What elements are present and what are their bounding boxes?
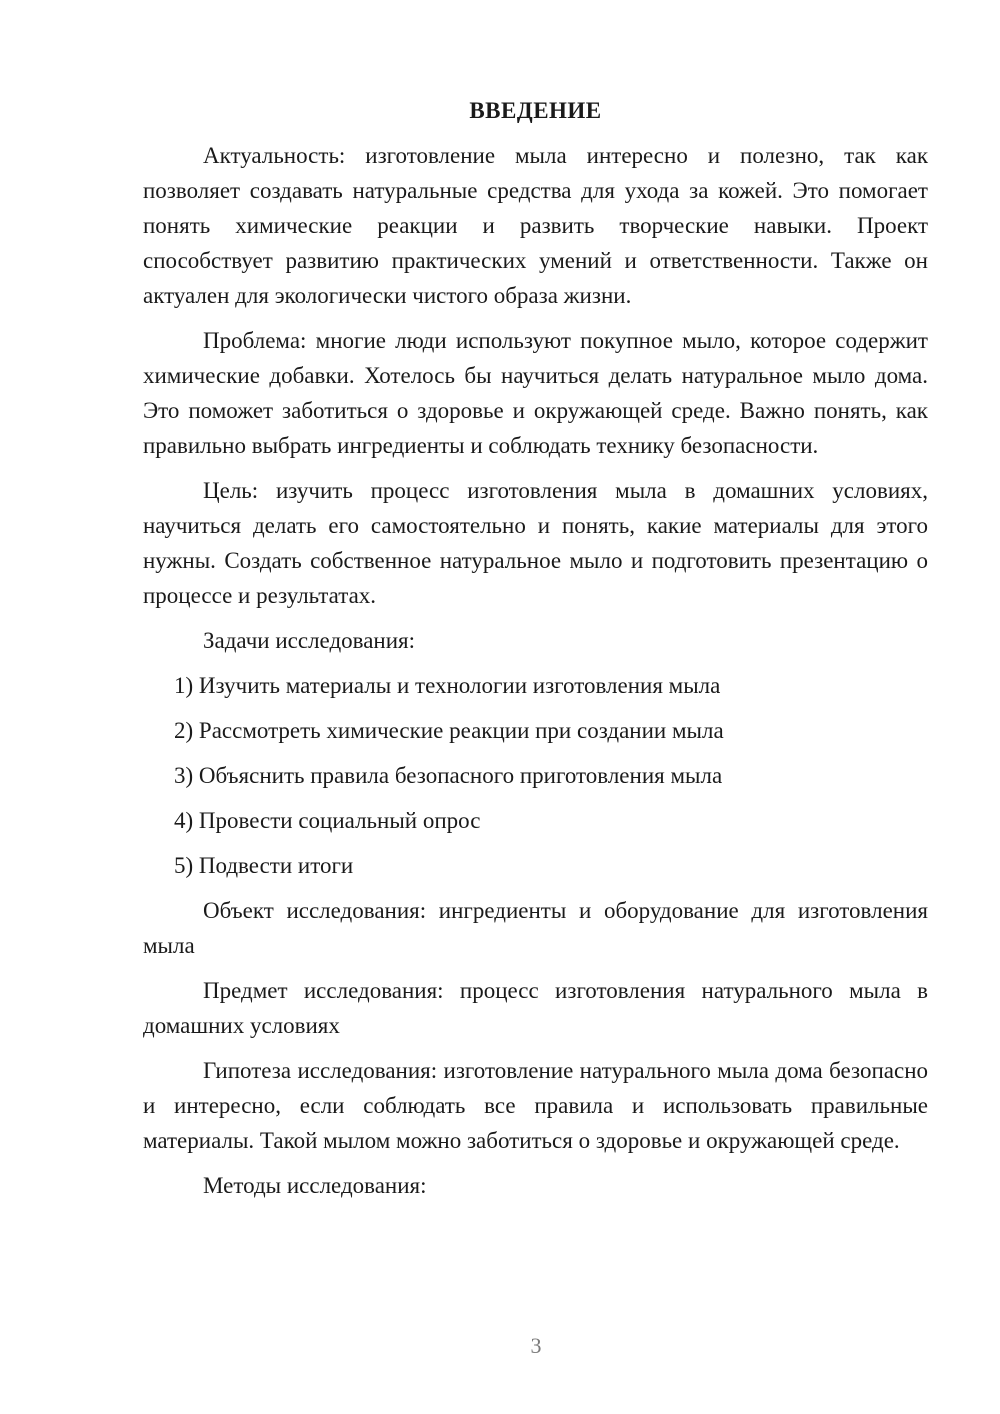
task-item-3: 3) Объяснить правила безопасного приготовления мыла <box>174 763 723 788</box>
relevance-paragraph: Актуальность: изготовление мыла интересно и полезно, так как позволяет создавать натуральные средства для ухода за кожей. Это помогает понять химические реакции и развить творческие навыки. Проект способствует развитию практических умений и ответственности. Также он актуален для экологически чистого образа жизни. <box>143 143 928 308</box>
subject-paragraph: Предмет исследования: процесс изготовления натурального мыла в домашних условиях <box>143 978 928 1038</box>
problem-paragraph: Проблема: многие люди используют покупное мыло, которое содержит химические добавки. Хотелось бы научиться делать натуральное мыло дома. Это поможет заботиться о здоровье и окружающей среде. Важно понять, как правильно выбрать ингредиенты и соблюдать технику безопасности. <box>143 328 928 458</box>
task-item-1: 1) Изучить материалы и технологии изготовления мыла <box>174 673 721 698</box>
task-item-4: 4) Провести социальный опрос <box>174 808 481 833</box>
hypothesis-paragraph: Гипотеза исследования: изготовление натурального мыла дома безопасно и интересно, если соблюдать все правила и использовать правильные материалы. Такой мылом можно заботиться о здоровье и окружающей среде. <box>143 1058 928 1153</box>
section-heading: ВВЕДЕНИЕ <box>469 98 602 123</box>
task-item-2: 2) Рассмотреть химические реакции при создании мыла <box>174 718 724 743</box>
methods-title: Методы исследования: <box>203 1173 427 1198</box>
tasks-title: Задачи исследования: <box>203 628 416 653</box>
tasks-list <box>143 668 928 883</box>
goal-paragraph: Цель: изучить процесс изготовления мыла в домашних условиях, научиться делать его самостоятельно и понять, какие материалы для этого нужны. Создать собственное натуральное мыло и подготовить презентацию о процессе и результатах. <box>143 478 928 608</box>
task-item-5: 5) Подвести итоги <box>174 853 354 878</box>
page-number: 3 <box>530 1333 542 1358</box>
object-paragraph: Объект исследования: ингредиенты и оборудование для изготовления мыла <box>143 898 928 958</box>
page-content <box>143 96 928 1213</box>
